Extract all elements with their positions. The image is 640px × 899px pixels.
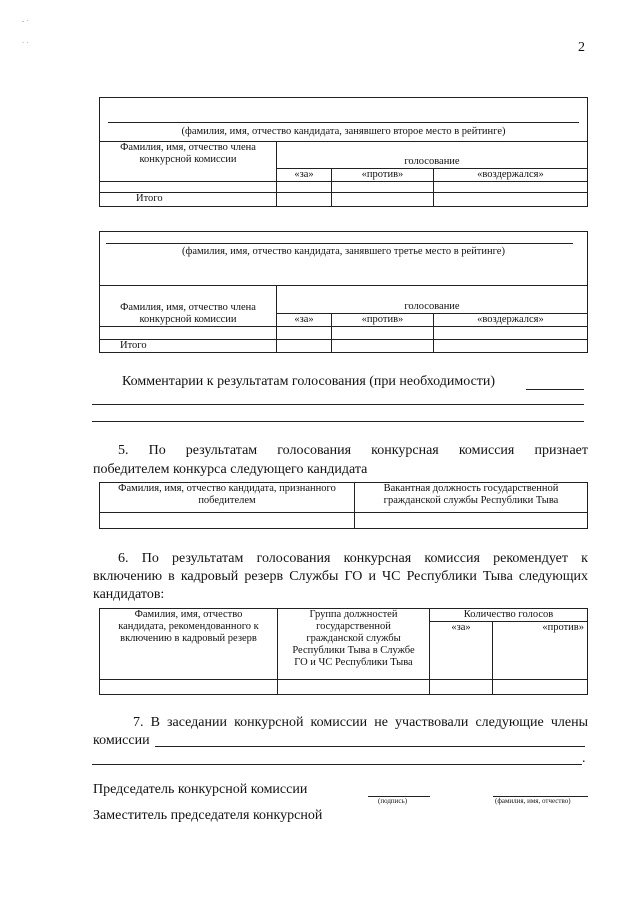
- table-row: [100, 680, 278, 695]
- trailing-dot: .: [582, 751, 586, 766]
- item6-line-1: 6. По результатам голосования конкурсная комиссия рекомендует к: [118, 551, 588, 566]
- vacancy-header: [355, 483, 588, 513]
- item6-line-3: кандидатов:: [93, 587, 165, 602]
- page-number: 2: [578, 40, 585, 55]
- reserve-name-header-line: Фамилия, имя, отчество: [134, 609, 243, 620]
- item7-line-2: комиссии: [93, 733, 150, 748]
- item5-line-2: победителем конкурса следующего кандидата: [93, 462, 368, 477]
- total-label: Итого: [120, 340, 147, 351]
- comments-line-3: [92, 421, 584, 422]
- total-cell: [100, 193, 277, 207]
- vacancy-header-line-1: Вакантная должность государственной: [383, 483, 559, 494]
- voting-header-cell: [277, 142, 588, 169]
- second-place-caption-cell: [100, 98, 588, 142]
- table-winner: [99, 482, 588, 529]
- winner-name-header-line-2: победителем: [198, 495, 256, 506]
- item5-word: результатам: [185, 443, 258, 458]
- table-second-place: [99, 97, 588, 207]
- position-group-header-line: государственной: [316, 621, 391, 632]
- item6-line-2: включению в кадровый резерв Службы ГО и ЧС Республики Тыва следующих: [93, 569, 588, 584]
- for-header: «за»: [430, 622, 493, 680]
- voting-header: голосование: [404, 301, 460, 312]
- absent-members-line-2: [92, 764, 582, 765]
- comments-label: Комментарии к результатам голосования (при необходимости): [122, 374, 496, 389]
- member-header-line-1: Фамилия, имя, отчество члена: [120, 142, 256, 153]
- winner-name-header-line-1: Фамилия, имя, отчество кандидата, признанного: [118, 483, 336, 494]
- item7-line-1: 7. В заседании конкурсной комиссии не участвовали следующие члены: [133, 715, 588, 730]
- table-reserve: [99, 608, 588, 695]
- table-row: [100, 182, 277, 193]
- deputy-label: Заместитель председателя конкурсной: [93, 808, 323, 823]
- abstained-header: «воздержался»: [433, 314, 587, 327]
- third-place-caption-cell: [100, 232, 588, 286]
- member-header-cell: [100, 286, 277, 327]
- second-place-name-line: [108, 122, 579, 123]
- table-third-place: [99, 231, 588, 353]
- item5-line-1: [118, 441, 588, 460]
- speck-2: · ·: [22, 39, 29, 47]
- against-header: «против»: [332, 314, 434, 327]
- total-label: Итого: [136, 193, 163, 204]
- comments-line-2: [92, 404, 584, 405]
- member-header-line-1: Фамилия, имя, отчество члена: [120, 302, 256, 313]
- scan-specks: [22, 10, 28, 54]
- absent-members-line-1: [155, 746, 585, 747]
- for-header: «за»: [277, 314, 332, 327]
- item5-word: признает: [534, 443, 589, 458]
- total-cell: [100, 340, 277, 353]
- name-caption: (фамилия, имя, отчество): [495, 797, 571, 805]
- reserve-name-header-line: кандидата, рекомендованного к: [118, 621, 259, 632]
- position-group-header-line: Республики Тыва в Службе: [292, 645, 415, 656]
- vacancy-header-line-2: гражданской службы Республики Тыва: [383, 495, 559, 506]
- member-header-line-2: конкурсной комиссии: [139, 314, 237, 325]
- table-row: [100, 327, 277, 340]
- position-group-header-line: Группа должностей: [309, 609, 398, 620]
- against-header: «против»: [332, 169, 434, 182]
- position-group-header-line: гражданской службы: [306, 633, 401, 644]
- item5-word: 5. По: [118, 443, 166, 458]
- signature-caption: (подпись): [378, 797, 408, 805]
- third-place-name-line: [106, 243, 573, 244]
- item5-word: голосования: [277, 443, 352, 458]
- against-header: «против»: [493, 622, 588, 680]
- member-header-line-2: конкурсной комиссии: [139, 154, 237, 165]
- voting-header: голосование: [404, 156, 460, 167]
- for-header: «за»: [277, 169, 332, 182]
- speck-1: - ·: [22, 17, 29, 25]
- table-row: [100, 513, 355, 529]
- comments-fill-line: [526, 389, 584, 390]
- votes-count-header: Количество голосов: [430, 609, 588, 622]
- voting-header-cell: [277, 286, 588, 314]
- reserve-name-header-line: включению в кадровый резерв: [120, 633, 257, 644]
- item5-word: комиссия: [458, 443, 515, 458]
- chairman-label: Председатель конкурсной комиссии: [93, 782, 308, 797]
- reserve-name-header: [100, 609, 278, 680]
- member-header-cell: [100, 142, 277, 182]
- item5-word: конкурсная: [371, 443, 439, 458]
- third-place-caption: (фамилия, имя, отчество кандидата, занявшего третье место в рейтинге): [182, 246, 505, 257]
- abstained-header: «воздержался»: [433, 169, 587, 182]
- winner-name-header: [100, 483, 355, 513]
- position-group-header: [278, 609, 430, 680]
- second-place-caption: (фамилия, имя, отчество кандидата, занявшего второе место в рейтинге): [181, 126, 506, 137]
- position-group-header-line: ГО и ЧС Республики Тыва: [294, 657, 413, 668]
